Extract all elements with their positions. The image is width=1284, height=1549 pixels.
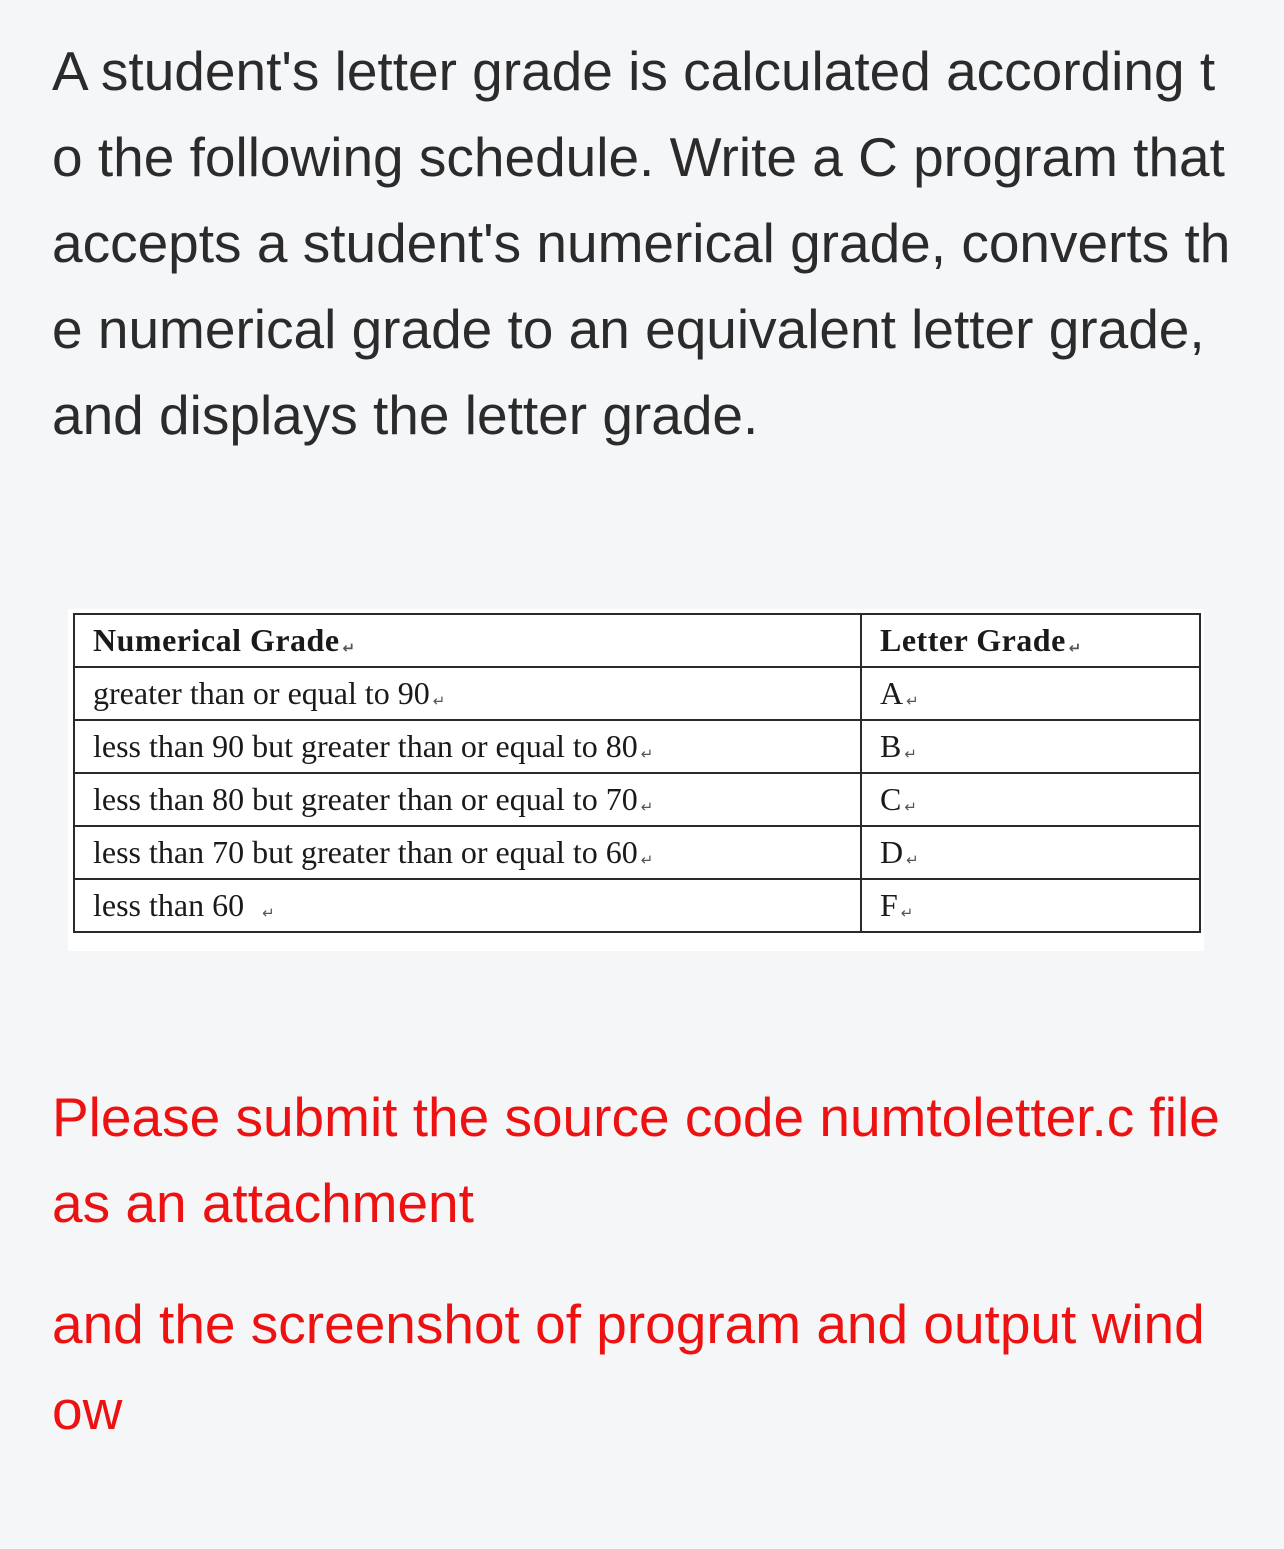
table-row <box>74 667 1200 720</box>
letter-grade-text: A <box>880 675 904 711</box>
table-header-row <box>74 614 1200 667</box>
numerical-grade-text: less than 80 but greater than or equal to 70 <box>93 781 638 817</box>
letter-grade-cell <box>861 879 1200 932</box>
screenshot-instruction: and the screenshot of program and output window <box>52 1293 1205 1441</box>
grade-table-image <box>68 609 1204 951</box>
letter-grade-text: D <box>880 834 904 870</box>
table-row <box>74 826 1200 879</box>
numerical-grade-cell <box>74 667 861 720</box>
letter-grade-text: F <box>880 887 898 923</box>
question-text: A student's letter grade is calculated according to the following schedule. Write a C program that accepts a student's numerical grade, converts the numerical grade to an equivalent letter grade, and displays the letter grade. <box>52 40 1231 446</box>
paragraph-mark-icon: ↵ <box>262 904 275 922</box>
paragraph-mark-icon: ↵ <box>1068 639 1082 657</box>
numerical-grade-text: less than 70 but greater than or equal to 60 <box>93 834 638 870</box>
paragraph-mark-icon: ↵ <box>640 745 654 763</box>
numerical-grade-cell <box>74 826 861 879</box>
header-letter-grade <box>861 614 1200 667</box>
paragraph-mark-icon: ↵ <box>640 851 654 869</box>
paragraph-mark-icon: ↵ <box>906 692 919 710</box>
header-numerical-label: Numerical Grade <box>93 622 340 658</box>
numerical-grade-text: less than 60 <box>93 887 245 923</box>
header-letter-label: Letter Grade <box>880 622 1066 658</box>
letter-grade-cell <box>861 773 1200 826</box>
letter-grade-cell <box>861 720 1200 773</box>
numerical-grade-cell <box>74 773 861 826</box>
header-numerical-grade <box>74 614 861 667</box>
paragraph-mark-icon: ↵ <box>342 639 356 657</box>
letter-grade-cell <box>861 826 1200 879</box>
numerical-grade-text: greater than or equal to 90 <box>93 675 430 711</box>
paragraph-mark-icon: ↵ <box>432 692 446 710</box>
letter-grade-text: B <box>880 728 902 764</box>
grade-table <box>73 613 1201 933</box>
paragraph-mark-icon: ↵ <box>904 798 917 816</box>
letter-grade-cell <box>861 667 1200 720</box>
paragraph-mark-icon: ↵ <box>640 798 654 816</box>
table-row <box>74 879 1200 932</box>
submission-instruction: Please submit the source code numtoletter.c file as an attachment <box>52 1086 1220 1234</box>
table-row <box>74 773 1200 826</box>
table-row <box>74 720 1200 773</box>
numerical-grade-text: less than 90 but greater than or equal to 80 <box>93 728 638 764</box>
letter-grade-text: C <box>880 781 902 817</box>
paragraph-mark-icon: ↵ <box>906 851 919 869</box>
numerical-grade-cell <box>74 879 861 932</box>
numerical-grade-cell <box>74 720 861 773</box>
paragraph-mark-icon: ↵ <box>904 745 917 763</box>
paragraph-mark-icon: ↵ <box>900 904 914 922</box>
